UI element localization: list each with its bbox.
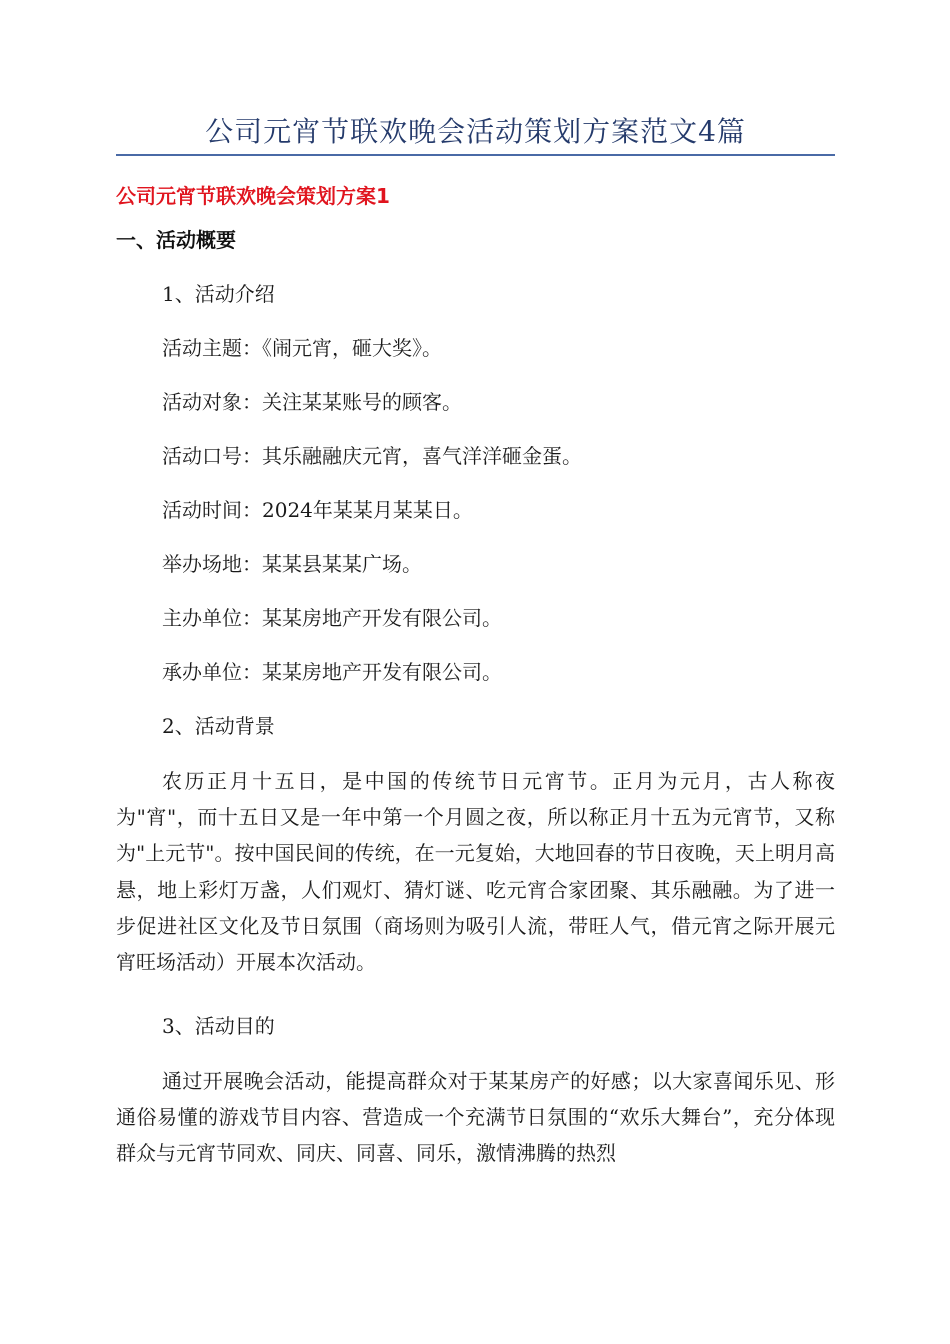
intro-line-audience: 活动对象：关注某某账号的顾客。 xyxy=(162,390,462,414)
item-heading-intro: 1、活动介绍 xyxy=(162,282,275,306)
intro-line-venue: 举办场地：某某县某某广场。 xyxy=(162,552,422,576)
item-heading-background: 2、活动背景 xyxy=(162,714,275,738)
subheading-activity-overview: 一、活动概要 xyxy=(116,228,236,252)
background-paragraph: 农历正月十五日，是中国的传统节日元宵节。正月为元月，古人称夜为"宵"，而十五日又是一年中第一个月圆之夜，所以称正月十五为元宵节，又称为"上元节"。按中国民间的传统，在一元复始，大地回春的节日夜晚，天上明月高悬，地上彩灯万盏，人们观灯、猜灯谜、吃元宵合家团聚、其乐融融。为了进一步促进社区文化及节日氛围（商场则为吸引人流，带旺人气，借元宵之际开展元宵旺场活动）开展本次活动。 xyxy=(116,769,835,975)
intro-line-undertaker: 承办单位：某某房地产开发有限公司。 xyxy=(162,660,502,684)
intro-line-theme: 活动主题：《闹元宵，砸大奖》。 xyxy=(162,336,442,360)
title-underline xyxy=(116,154,835,156)
document-title: 公司元宵节联欢晚会活动策划方案范文4篇 xyxy=(205,115,746,148)
intro-line-time: 活动时间：2024年某某月某某日。 xyxy=(162,498,473,522)
intro-line-organizer: 主办单位：某某房地产开发有限公司。 xyxy=(162,606,502,630)
section-heading: 公司元宵节联欢晚会策划方案1 xyxy=(116,184,390,208)
intro-line-slogan: 活动口号：其乐融融庆元宵，喜气洋洋砸金蛋。 xyxy=(162,444,582,468)
purpose-paragraph: 通过开展晚会活动，能提高群众对于某某房产的好感；以大家喜闻乐见、形通俗易懂的游戏节目内容、营造成一个充满节日氛围的“欢乐大舞台”，充分体现群众与元宵节同欢、同庆、同喜、同乐，激情沸腾的热烈 xyxy=(116,1069,835,1166)
item-heading-purpose: 3、活动目的 xyxy=(162,1014,275,1038)
